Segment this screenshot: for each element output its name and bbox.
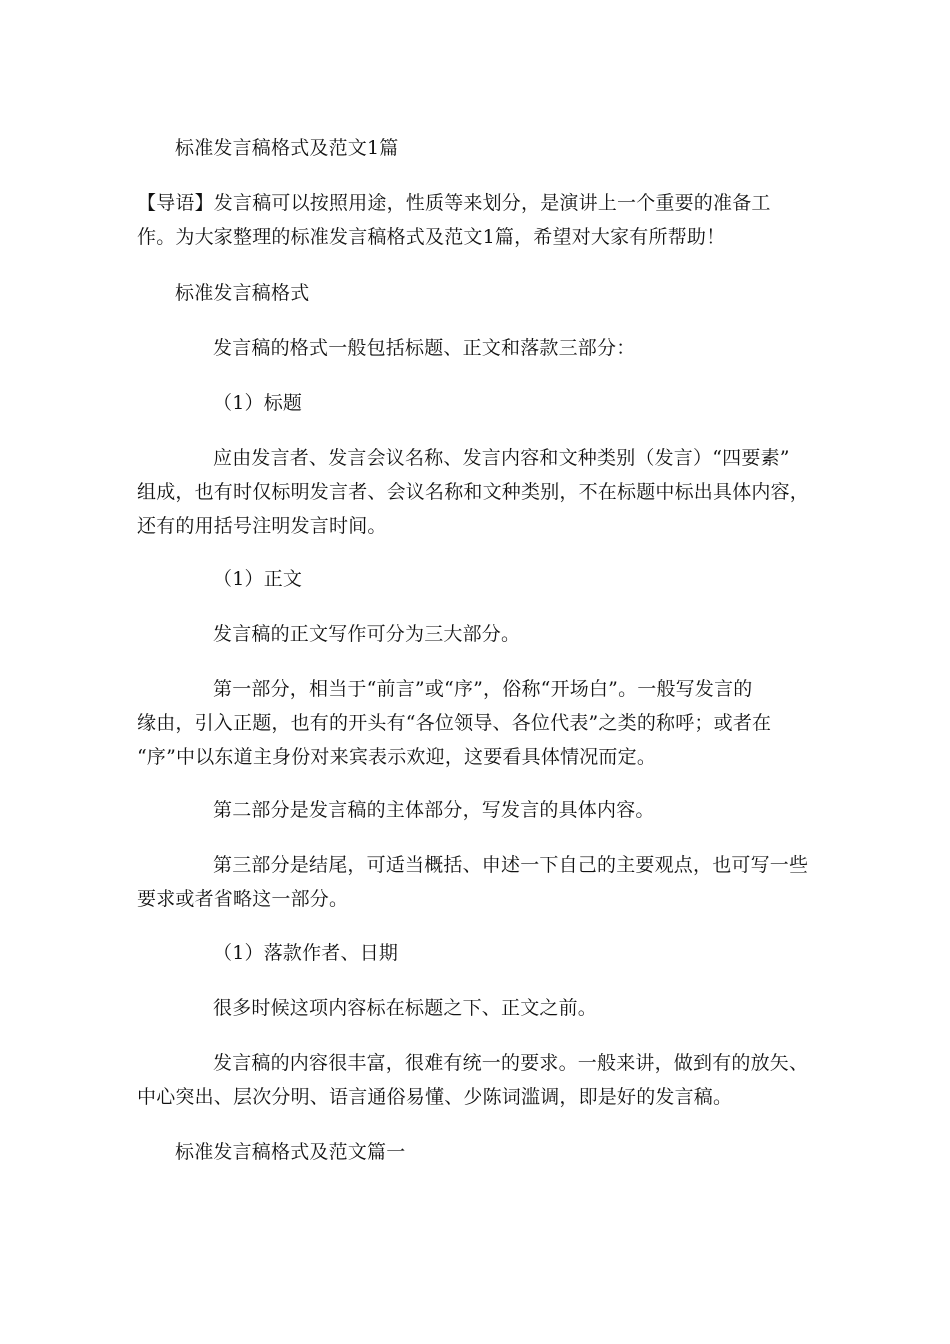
item-body-label xyxy=(137,562,813,596)
document-title-text: 标准发言稿格式及范文1篇 xyxy=(175,137,399,159)
format-overview xyxy=(137,331,813,365)
item-signature-text xyxy=(137,991,813,1025)
section-heading-text: 标准发言稿格式 xyxy=(175,282,310,304)
intro-line: 【导语】发言稿可以按照用途，性质等来划分，是演讲上一个重要的准备工 xyxy=(137,192,771,214)
intro-paragraph xyxy=(137,186,813,254)
part3-line: 第三部分是结尾，可适当概括、申述一下自己的主要观点，也可写一些 xyxy=(213,854,809,876)
description-line: 应由发言者、发言会议名称、发言内容和文种类别（发言）“四要素” xyxy=(213,447,790,469)
item-title-label xyxy=(137,386,813,420)
section-heading-format xyxy=(137,276,813,310)
intro-line: 作。为大家整理的标准发言稿格式及范文1篇，希望对大家有所帮助！ xyxy=(137,226,726,248)
description-line: 组成，也有时仅标明发言者、会议名称和文种类别，不在标题中标出具体内容， xyxy=(137,481,810,503)
part1-line: “序”中以东道主身份对来宾表示欢迎，这要看具体情况而定。 xyxy=(137,746,657,768)
document-title xyxy=(137,131,813,165)
part2-text: 第二部分是发言稿的主体部分，写发言的具体内容。 xyxy=(213,799,655,821)
format-overview-text: 发言稿的格式一般包括标题、正文和落款三部分： xyxy=(213,337,636,359)
conclusion-line: 中心突出、层次分明、语言通俗易懂、少陈词滥调，即是好的发言稿。 xyxy=(137,1086,733,1108)
section-heading-example xyxy=(137,1135,813,1169)
item-title-description xyxy=(137,441,813,543)
item-body-summary xyxy=(137,617,813,651)
conclusion-line: 发言稿的内容很丰富，很难有统一的要求。一般来讲，做到有的放矢、 xyxy=(213,1052,809,1074)
part3-line: 要求或者省略这一部分。 xyxy=(137,888,349,910)
part1-line: 缘由，引入正题，也有的开头有“各位领导、各位代表”之类的称呼；或者在 xyxy=(137,712,772,734)
item-signature-label xyxy=(137,936,813,970)
signature-text: 很多时候这项内容标在标题之下、正文之前。 xyxy=(213,997,598,1019)
item-label-text: （1）落款作者、日期 xyxy=(213,942,399,964)
item-body-part3 xyxy=(137,848,813,916)
description-line: 还有的用括号注明发言时间。 xyxy=(137,515,387,537)
item-body-part2 xyxy=(137,793,813,827)
summary-text: 发言稿的正文写作可分为三大部分。 xyxy=(213,623,521,645)
item-label-text: （1）正文 xyxy=(213,568,303,590)
part1-line: 第一部分，相当于“前言”或“序”，俗称“开场白”。一般写发言的 xyxy=(213,678,753,700)
section-heading-text: 标准发言稿格式及范文篇一 xyxy=(175,1141,406,1163)
item-body-part1 xyxy=(137,672,813,774)
item-label-text: （1）标题 xyxy=(213,392,303,414)
conclusion-paragraph xyxy=(137,1046,813,1114)
